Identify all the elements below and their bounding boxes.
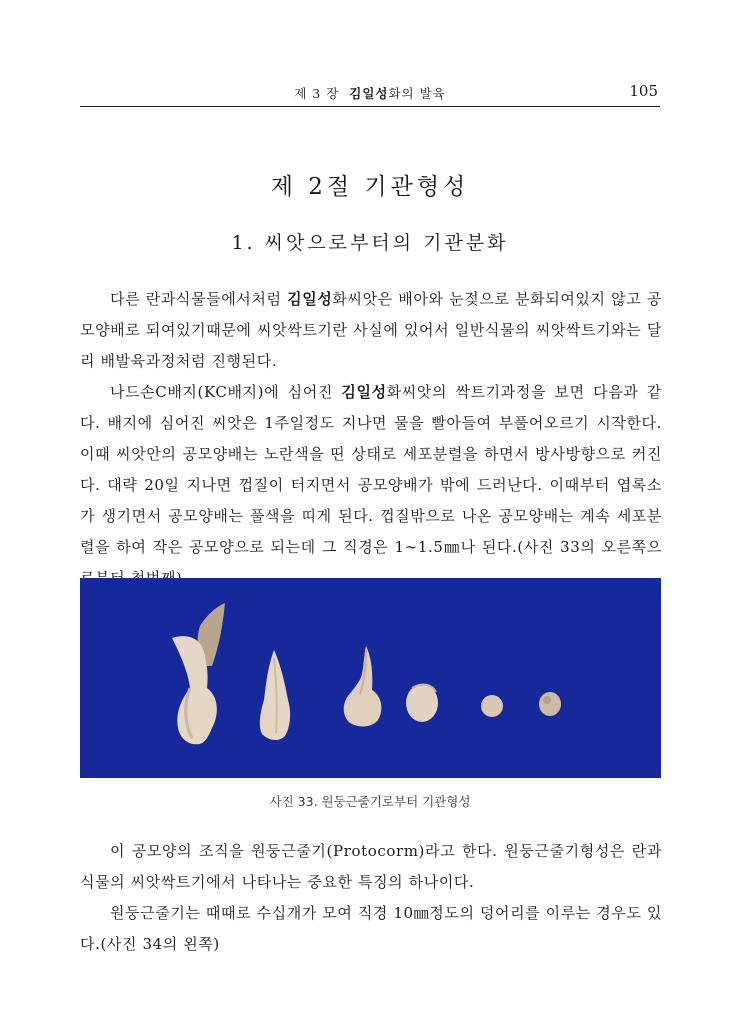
paragraph-2 [80, 377, 662, 594]
paragraph-3: 이 공모양의 조직을 원둥근줄기(Protocorm)라고 한다. 원둥근줄기형성은 란과식물의 씨앗싹트기에서 나타나는 중요한 특징의 하나이다. [80, 842, 662, 891]
p2-text-bold: 김일성 [341, 383, 387, 401]
specimen-6 [539, 692, 561, 716]
running-header [80, 80, 660, 107]
specimen-illustration [80, 578, 661, 778]
chapter-prefix: 제 3 장 [294, 86, 340, 101]
p1-text-a: 다른 란과식물들에서처럼 [110, 290, 288, 308]
paragraph-1 [80, 284, 662, 377]
sub-title: 1. 씨앗으로부터의 기관분화 [231, 232, 509, 254]
paragraph-4: 원둥근줄기는 때때로 수십개가 모여 직경 10㎜정도의 덩어리를 이루는 경우도 있다.(사진 34의 왼쪽) [80, 904, 662, 953]
photo-caption: 사진 33. 원둥근줄기로부터 기관형성 [269, 794, 471, 809]
p2-text-b: 화씨앗의 싹트기과정을 보면 다음과 같다. 배지에 심어진 씨앗은 1주일정도 지나면 물을 빨아들여 부풀어오르기 시작한다. 이때 씨앗안의 공모양배는 노란색을 띤 상태로 세포분렬을 하면서 방사방향으로 커진다. 대략 20일 지나면 껍질이 터지면서 공모양배가 밖에 드러난다. 이때부터 엽록소가 생기면서 공모양배는 풀색을 띠게 된다. 껍질밖으로 나온 공모양배는 계속 세포분렬을 하여 작은 공모양으로 되는데 그 직경은 1∼1.5㎜나 된다.(사진 33의 오른쪽으 [80, 383, 662, 556]
specimen-2 [260, 650, 290, 740]
chapter-name-bold: 김일성 [349, 86, 389, 101]
specimen-4 [406, 684, 438, 722]
chapter-name-rest: 화의 발육 [388, 86, 446, 101]
specimen-3 [344, 646, 382, 726]
page-number: 105 [629, 82, 658, 100]
specimen-5 [481, 695, 503, 717]
chapter-heading [80, 84, 660, 102]
photo-33 [80, 578, 661, 778]
section-title: 제 2절 기관형성 [270, 174, 470, 200]
p1-text-bold: 김일성 [287, 290, 333, 308]
p2-text-a: 나드손C배지(KC배지)에 심어진 [110, 383, 342, 401]
specimen-1 [172, 603, 225, 744]
p1-text-b: 화씨앗은 배아와 눈젖으로 분화되여있지 않고 공모양배로 되여있기때문에 씨앗싹트기란 사실에 있어서 일반식물의 씨앗싹트기와는 달리 배발육과정처럼 진행된다. [80, 290, 662, 370]
